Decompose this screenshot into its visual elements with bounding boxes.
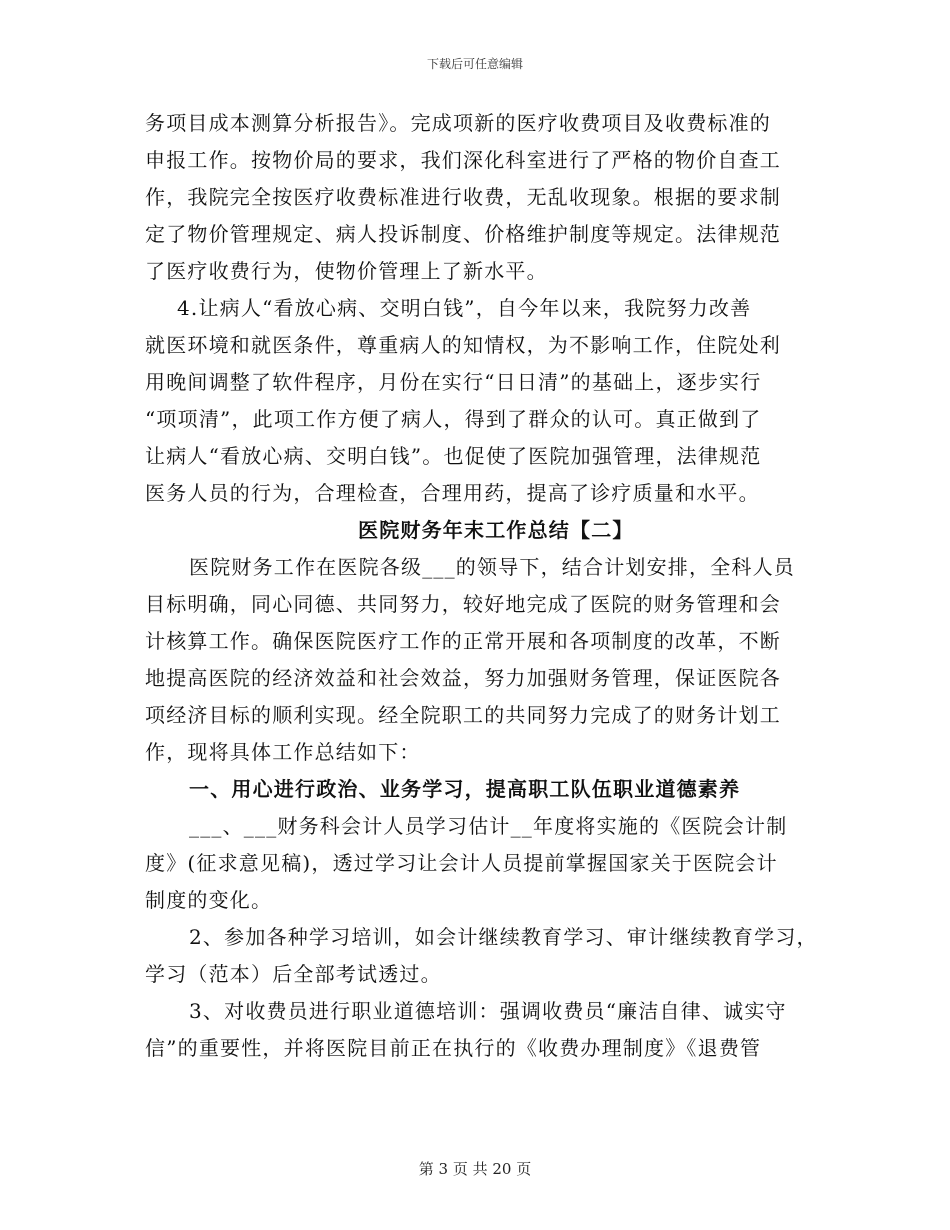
text-line: 就医环境和就医条件，尊重病人的知情权，为不影响工作，住院处利 [145,333,781,357]
text-line: 信”的重要性，并将医院目前正在执行的《收费办理制度》《退费管 [145,1036,762,1060]
text-line: 地提高医院的经济效益和社会效益，努力加强财务管理，保证医院各 [145,666,781,690]
text-line: 用晚间调整了软件程序，月份在实行“日日清”的基础上，逐步实行 [145,370,762,394]
text-line: 制度的变化。 [145,888,273,912]
document-body [145,105,818,1067]
text-line: 定了物价管理规定、病人投诉制度、价格维护制度等规定。法律规范 [145,222,781,246]
text-line: 4.让病人“看放心病、交明白钱”，自今年以来，我院努力改善 [177,296,752,320]
text-line: 学习（范本）后全部考试透过。 [145,962,442,986]
text-line: ___、___财务科会计人员学习估计__年度将实施的《医院会计制 [189,814,788,838]
text-line: 2、参加各种学习培训，如会计继续教育学习、审计继续教育学习， [189,925,818,949]
document-title: 医院财务年末工作总结【二】 [358,518,634,542]
text-line: 申报工作。按物价局的要求，我们深化科室进行了严格的物价自查工 [145,148,781,172]
text-line: 医院财务工作在医院各级___的领导下，结合计划安排，全科人员 [189,555,795,579]
text-line: 作，我院完全按医疗收费标准进行收费，无乱收现象。根据的要求制 [145,185,781,209]
text-line: 务项目成本测算分析报告》。完成项新的医疗收费项目及收费标准的 [145,111,771,135]
text-line: “项项清”，此项工作方便了病人，得到了群众的认可。真正做到了 [145,407,762,431]
text-line: 3、对收费员进行职业道德培训：强调收费员“廉洁自律、诚实守 [189,999,787,1023]
text-line: 计核算工作。确保医院医疗工作的正常开展和各项制度的改革，不断 [145,629,781,653]
text-line: 让病人“看放心病、交明白钱”。也促使了医院加强管理，法律规范 [145,444,762,468]
text-line: 作，现将具体工作总结如下： [145,740,421,764]
section-heading: 一、用心进行政治、业务学习，提高职工队伍职业道德素养 [189,777,741,801]
page-header: 下载后可任意编辑 [426,57,523,71]
text-line: 项经济目标的顺利实现。经全院职工的共同努力完成了的财务计划工 [145,703,781,727]
text-line: 目标明确，同心同德、共同努力，较好地完成了医院的财务管理和会 [145,592,781,616]
text-line: 医务人员的行为，合理检查，合理用药，提高了诊疗质量和水平。 [145,481,760,505]
text-line: 了医疗收费行为，使物价管理上了新水平。 [145,259,548,283]
text-line: 度》(征求意见稿)，透过学习让会计人员提前掌握国家关于医院会计 [145,851,778,875]
page-footer: 第 3 页 共 20 页 [418,1160,532,1178]
